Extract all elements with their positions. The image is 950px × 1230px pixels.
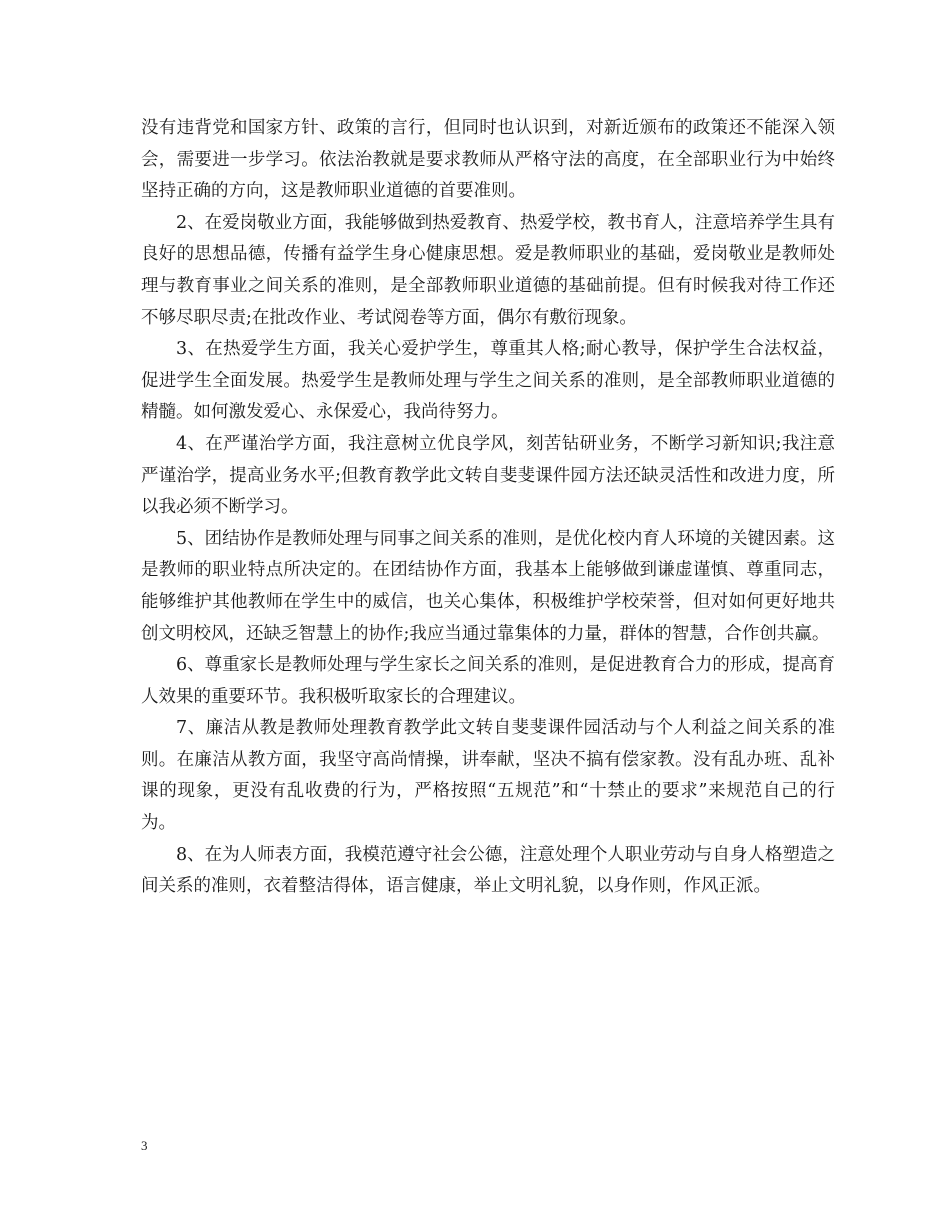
paragraph-item-5: 5、团结协作是教师处理与同事之间关系的准则，是优化校内育人环境的关键因素。这是教师的职业特点所决定的。在团结协作方面，我基本上能够做到谦虚谨慎、尊重同志，能够维护其他教师在学生中的威信，也关心集体，积极维护学校荣誉，但对如何更好地共创文明校风，还缺乏智慧上的协作;我应当通过靠集体的力量，群体的智慧，合作创共赢。 bbox=[141, 528, 835, 644]
document-body bbox=[141, 113, 835, 903]
paragraph-item-4: 4、在严谨治学方面，我注意树立优良学风，刻苦钻研业务，不断学习新知识;我注意严谨治学，提高业务水平;但教育教学此文转自斐斐课件园方法还缺灵活性和改进力度，所以我必须不断学习。 bbox=[141, 433, 835, 518]
paragraph-continuation: 没有违背党和国家方针、政策的言行，但同时也认识到，对新近颁布的政策还不能深入领会，需要进一步学习。依法治教就是要求教师从严格守法的高度，在全部职业行为中始终坚持正确的方向，这是教师职业道德的首要准则。 bbox=[141, 118, 835, 202]
paragraph-item-8: 8、在为人师表方面，我模范遵守社会公德，注意处理个人职业劳动与自身人格塑造之间关系的准则，衣着整洁得体，语言健康，举止文明礼貌，以身作则，作风正派。 bbox=[141, 844, 835, 897]
page-number: 3 bbox=[141, 1138, 148, 1153]
paragraph-item-2: 2、在爱岗敬业方面，我能够做到热爱教育、热爱学校，教书育人，注意培养学生具有良好的思想品德，传播有益学生身心健康思想。爱是教师职业的基础，爱岗敬业是教师处理与教育事业之间关系的准则，是全部教师职业道德的基础前提。但有时候我对待工作还不够尽职尽责;在批改作业、考试阅卷等方面，偶尔有敷衍现象。 bbox=[141, 212, 835, 328]
paragraph-item-3: 3、在热爱学生方面，我关心爱护学生，尊重其人格;耐心教导，保护学生合法权益，促进学生全面发展。热爱学生是教师处理与学生之间关系的准则，是全部教师职业道德的精髓。如何激发爱心、永保爱心，我尚待努力。 bbox=[141, 339, 835, 423]
paragraph-item-6: 6、尊重家长是教师处理与学生家长之间关系的准则，是促进教育合力的形成，提高育人效果的重要环节。我积极听取家长的合理建议。 bbox=[141, 655, 835, 707]
paragraph-item-7: 7、廉洁从教是教师处理教育教学此文转自斐斐课件园活动与个人利益之间关系的准则。在廉洁从教方面，我坚守高尚情操，讲奉献，坚决不搞有偿家教。没有乱办班、乱补课的现象，更没有乱收费的行为，严格按照“五规范”和“十禁止的要求”来规范自己的行为。 bbox=[141, 718, 835, 834]
